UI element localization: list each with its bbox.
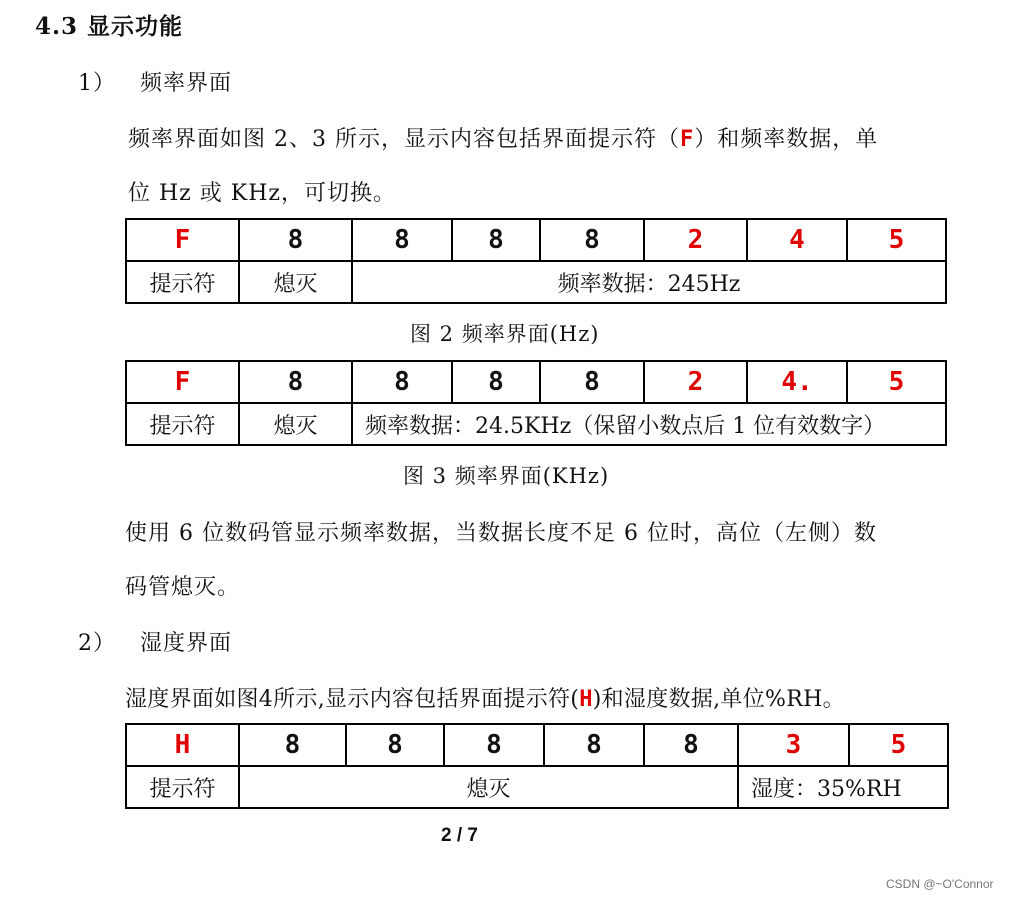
- humidity-display-table: [125, 723, 949, 809]
- figure-caption-3: 图 3 频率界面(KHz): [403, 464, 610, 488]
- digit-cell: [352, 219, 452, 261]
- list-item-2-title: 湿度界面: [140, 631, 233, 656]
- digit-cell: [540, 219, 644, 261]
- digit-7: 4.: [781, 367, 813, 397]
- frequency-display-table-khz: [125, 360, 947, 446]
- digit-3: 8: [387, 730, 403, 760]
- page-number: 2 / 7: [441, 825, 478, 846]
- off-label-cell: 熄灭: [239, 766, 738, 808]
- digit-7: 4: [789, 225, 805, 255]
- digit-cell: [847, 219, 946, 261]
- digit-8: 5: [888, 225, 905, 255]
- digit-6: 8: [683, 730, 699, 760]
- digit-cell: [452, 361, 540, 403]
- digit-4: 8: [486, 730, 502, 760]
- prompt-symbol-h: H: [579, 687, 593, 712]
- digit-5: 8: [586, 730, 602, 760]
- paragraph-3: [125, 682, 845, 713]
- list-item-1-label: 1）: [78, 71, 116, 96]
- list-item-2-label: 2）: [78, 631, 116, 656]
- digit-1: H: [174, 730, 191, 760]
- paragraph-1-text-a: 频率界面如图 2、3 所示，显示内容包括界面提示符（: [128, 127, 680, 152]
- frequency-display-table-hz: [125, 218, 947, 304]
- list-item-2: [78, 626, 232, 657]
- digit-cell: [847, 361, 946, 403]
- watermark: CSDN @~O'Connor: [886, 877, 994, 891]
- digit-3: 8: [394, 225, 410, 255]
- data-label-cell: 湿度：35%RH: [738, 766, 948, 808]
- prompt-label-cell: 提示符: [126, 766, 239, 808]
- digit-8: 5: [890, 730, 907, 760]
- data-label-cell: 频率数据：24.5KHz（保留小数点后 1 位有效数字）: [352, 403, 946, 445]
- digit-cell: [452, 219, 540, 261]
- digit-6: 2: [687, 225, 704, 255]
- paragraph-1-text-b: ）和频率数据，单: [694, 127, 879, 152]
- digit-5: 8: [584, 367, 600, 397]
- paragraph-3-text-b: )和湿度数据,单位%RH。: [592, 687, 845, 712]
- digit-4: 8: [488, 225, 504, 255]
- digit-6: 2: [687, 367, 704, 397]
- digit-1: F: [174, 225, 191, 255]
- paragraph-1-line-1: [128, 122, 878, 153]
- off-label-cell: 熄灭: [239, 403, 352, 445]
- digit-cell: [444, 724, 544, 766]
- list-item-1-title: 频率界面: [140, 71, 233, 96]
- figure-caption-2: 图 2 频率界面(Hz): [410, 322, 600, 346]
- data-label-cell: 频率数据：245Hz: [352, 261, 946, 303]
- digit-cell: [644, 724, 738, 766]
- digit-cell: [849, 724, 948, 766]
- paragraph-1-line-2: 位 Hz 或 KHz，可切换。: [128, 181, 396, 206]
- digit-1: F: [174, 367, 191, 397]
- digit-8: 5: [888, 367, 905, 397]
- paragraph-2-line-2: 码管熄灭。: [125, 575, 241, 600]
- digit-cell: [747, 219, 847, 261]
- digit-cell: [644, 361, 747, 403]
- digit-7: 3: [785, 730, 802, 760]
- digit-cell: [644, 219, 747, 261]
- digit-cell: [126, 219, 239, 261]
- digit-cell: [747, 361, 847, 403]
- prompt-label-cell: 提示符: [126, 403, 239, 445]
- prompt-label-cell: 提示符: [126, 261, 239, 303]
- digit-2: 8: [287, 225, 304, 255]
- digit-cell: [346, 724, 444, 766]
- digit-4: 8: [488, 367, 504, 397]
- digit-5: 8: [584, 225, 600, 255]
- digit-cell: [126, 724, 239, 766]
- digit-3: 8: [394, 367, 410, 397]
- digit-cell: [738, 724, 849, 766]
- prompt-symbol-f: F: [679, 127, 695, 152]
- digit-2: 8: [284, 730, 301, 760]
- digit-cell: [239, 219, 352, 261]
- off-label-cell: 熄灭: [239, 261, 352, 303]
- digit-cell: [352, 361, 452, 403]
- list-item-1: [78, 66, 232, 97]
- digit-cell: [239, 724, 346, 766]
- digit-cell: [544, 724, 644, 766]
- digit-cell: [126, 361, 239, 403]
- digit-2: 8: [287, 367, 304, 397]
- digit-cell: [540, 361, 644, 403]
- paragraph-3-text-a: 湿度界面如图4所示,显示内容包括界面提示符(: [125, 687, 580, 712]
- paragraph-2-line-1: 使用 6 位数码管显示频率数据，当数据长度不足 6 位时，高位（左侧）数: [125, 521, 877, 546]
- section-heading: 4.3 显示功能: [35, 13, 184, 40]
- digit-cell: [239, 361, 352, 403]
